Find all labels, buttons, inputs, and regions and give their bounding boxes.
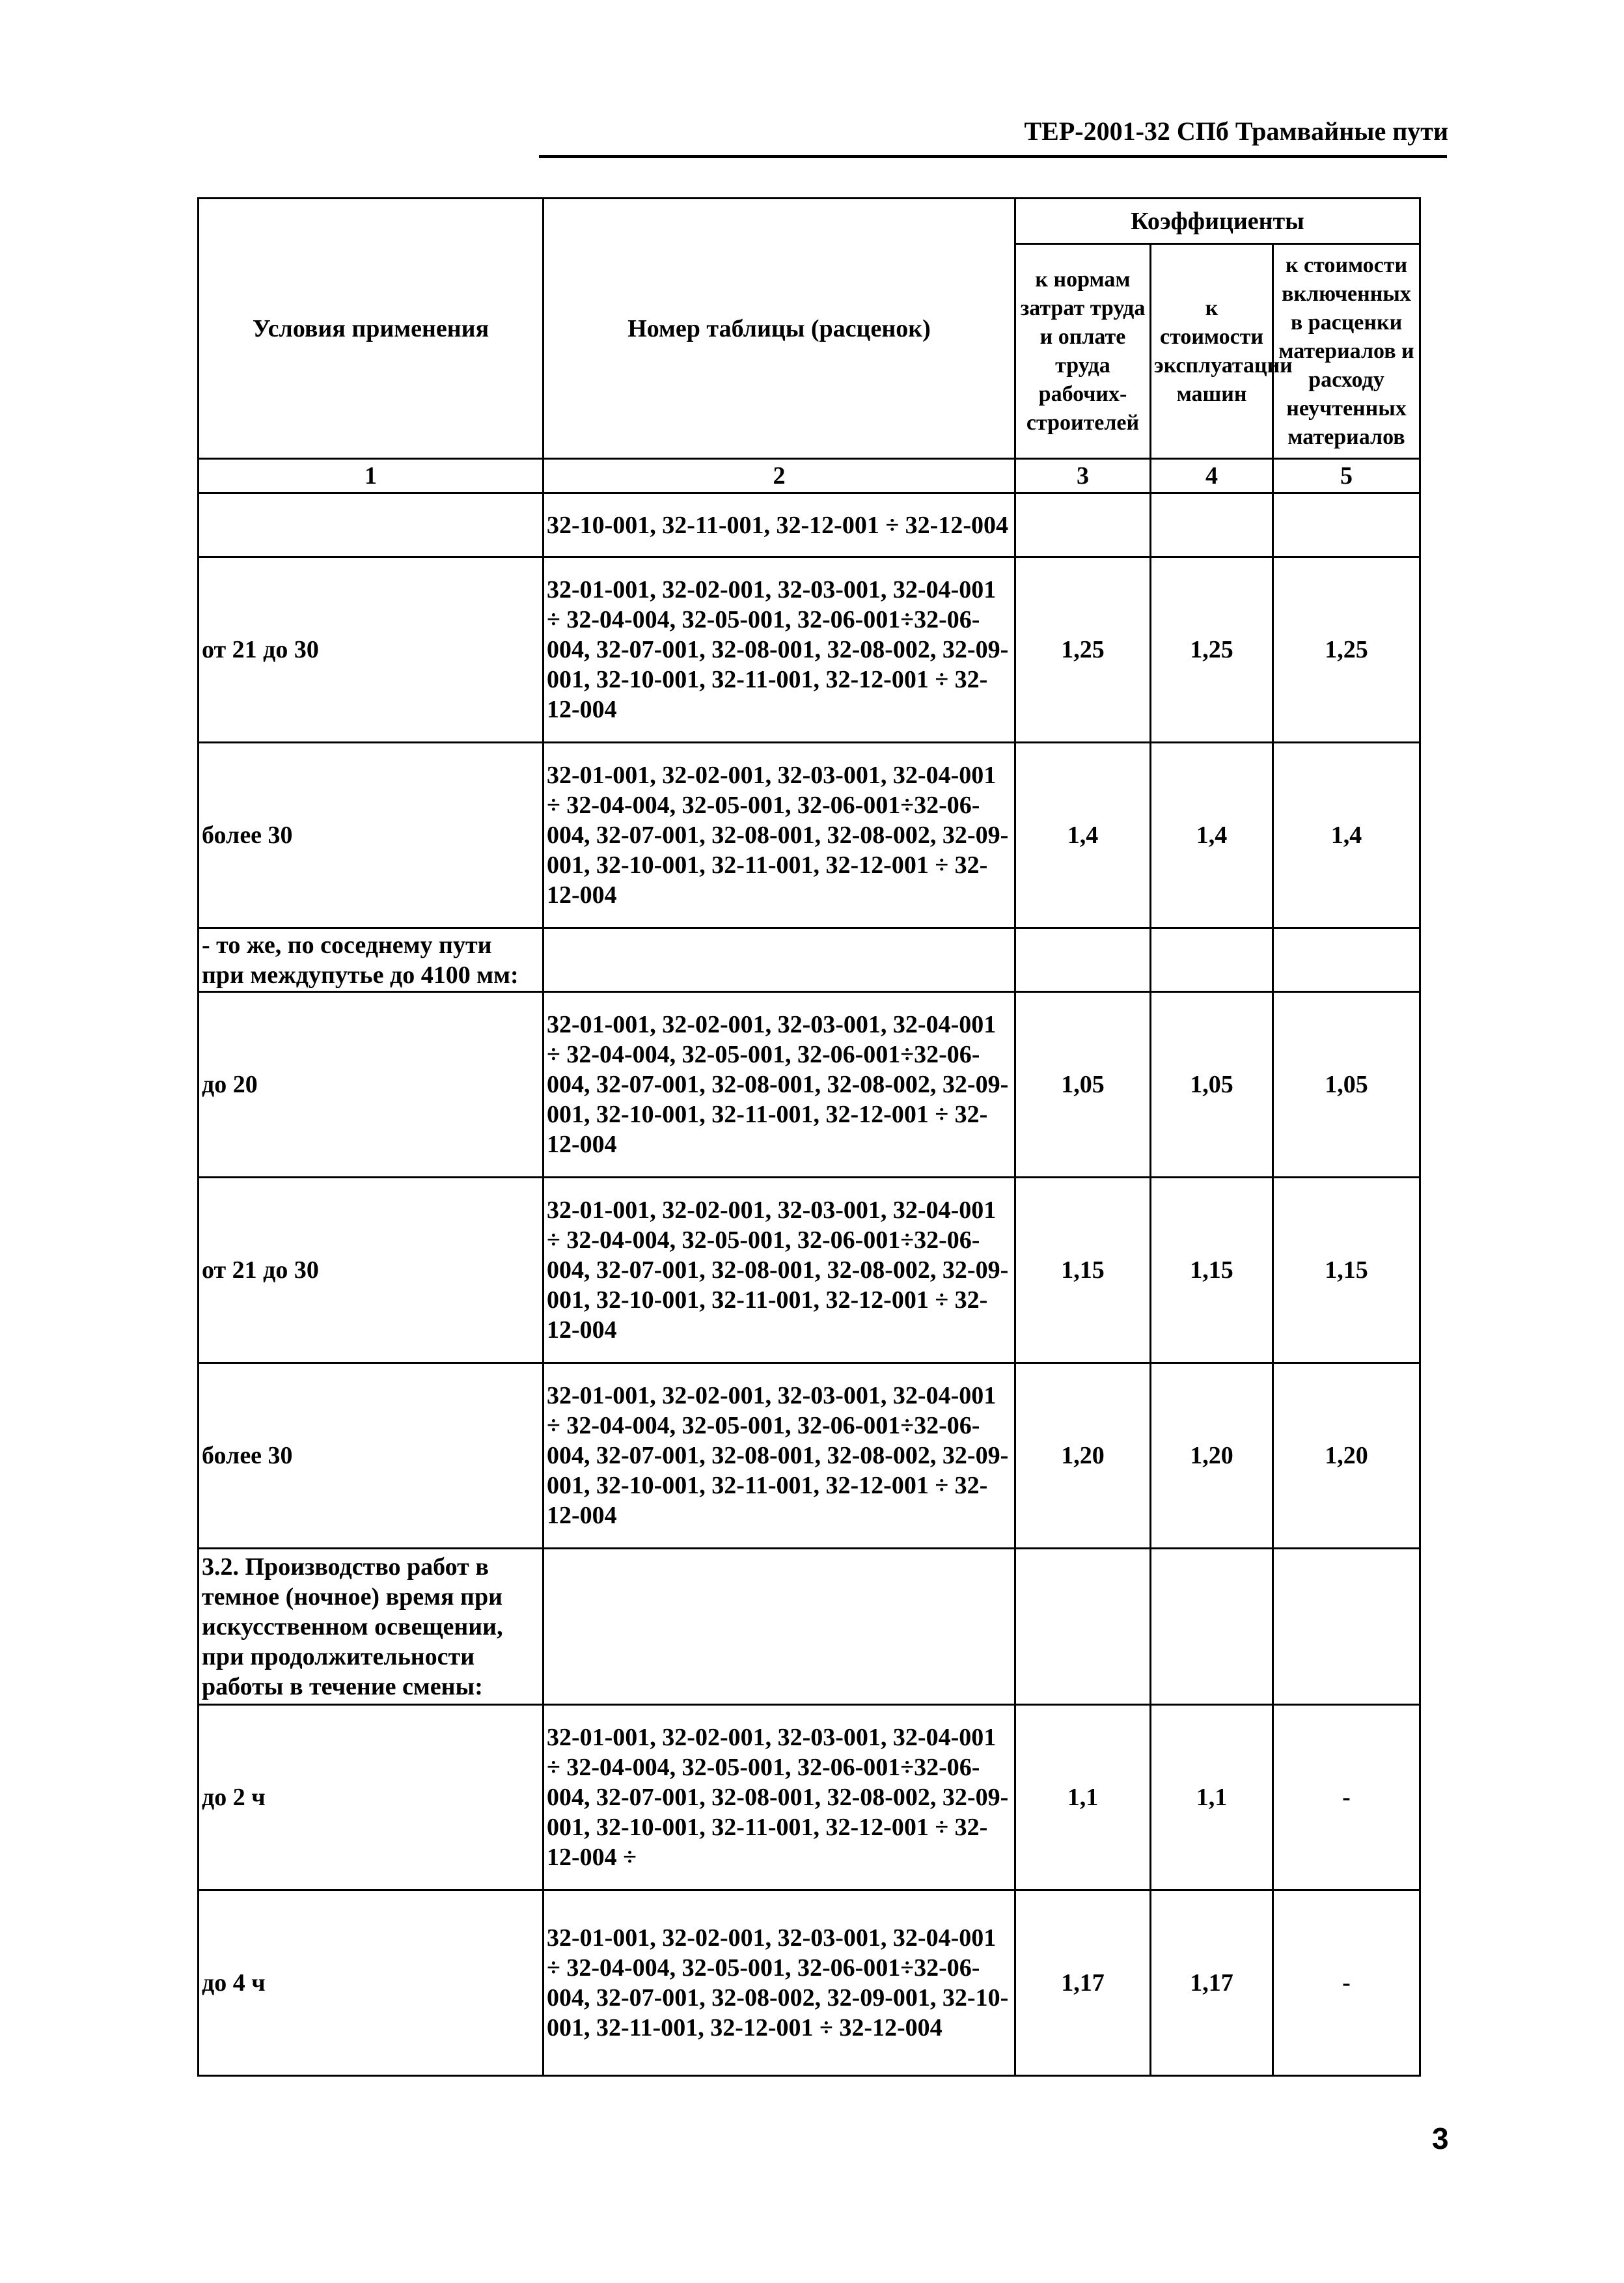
table-row (199, 557, 1420, 743)
codes-cell: 32-01-001, 32-02-001, 32-03-001, 32-04-001 ÷ 32-04-004, 32-05-001, 32-06-001÷32-06-004, 32-07-001, 32-08-001, 32-08-002, 32-09-001, 32-10-001, 32-11-001, 32-12-001 ÷ 32-12-004 (544, 1363, 1015, 1549)
column-number: 1 (199, 459, 544, 493)
table-row (199, 1890, 1420, 2076)
machines-coef-cell (1151, 1549, 1273, 1705)
table-row (199, 992, 1420, 1178)
header-divider (539, 155, 1447, 158)
table-header-row (199, 199, 1420, 244)
codes-cell: 32-01-001, 32-02-001, 32-03-001, 32-04-001 ÷ 32-04-004, 32-05-001, 32-06-001÷32-06-004, 32-07-001, 32-08-001, 32-08-002, 32-09-001, 32-10-001, 32-11-001, 32-12-001 ÷ 32-12-004 (544, 992, 1015, 1178)
materials-coef-cell: - (1273, 1705, 1420, 1890)
condition-cell: 3.2. Производство работ в темное (ночное) время при искусственном освещении, при продолжительности работы в течение смены: (199, 1549, 544, 1705)
materials-coef-cell: 1,05 (1273, 992, 1420, 1178)
machines-coef-cell (1151, 493, 1273, 557)
machines-coef-cell: 1,15 (1151, 1178, 1273, 1363)
table-row (199, 928, 1420, 992)
condition-cell: до 20 (199, 992, 544, 1178)
machines-coef-cell: 1,05 (1151, 992, 1273, 1178)
labor-coef-cell (1015, 928, 1151, 992)
condition-cell: от 21 до 30 (199, 557, 544, 743)
column-number-row (199, 459, 1420, 493)
labor-coef-cell: 1,25 (1015, 557, 1151, 743)
header-coef-labor: к нормам затрат труда и оплате труда рабочих-строителей (1015, 244, 1151, 459)
materials-coef-cell: 1,4 (1273, 743, 1420, 928)
header-coef-machines: к стоимости эксплуатации машин (1151, 244, 1273, 459)
condition-cell: до 4 ч (199, 1890, 544, 2076)
table-row (199, 1549, 1420, 1705)
header-coefficients: Коэффициенты (1015, 199, 1420, 244)
column-number: 4 (1151, 459, 1273, 493)
header-conditions: Условия применения (199, 199, 544, 459)
table-row (199, 1705, 1420, 1890)
machines-coef-cell (1151, 928, 1273, 992)
labor-coef-cell (1015, 1549, 1151, 1705)
header-coef-materials: к стоимости включенных в расценки материалов и расходу неучтенных материалов (1273, 244, 1420, 459)
condition-cell: - то же, по соседнему пути при междупутье до 4100 мм: (199, 928, 544, 992)
coefficients-table (197, 197, 1421, 2077)
machines-coef-cell: 1,1 (1151, 1705, 1273, 1890)
table-row (199, 493, 1420, 557)
codes-cell: 32-01-001, 32-02-001, 32-03-001, 32-04-001 ÷ 32-04-004, 32-05-001, 32-06-001÷32-06-004, 32-07-001, 32-08-001, 32-08-002, 32-09-001, 32-10-001, 32-11-001, 32-12-001 ÷ 32-12-004 ÷ (544, 1705, 1015, 1890)
materials-coef-cell (1273, 493, 1420, 557)
condition-cell (199, 493, 544, 557)
materials-coef-cell: 1,20 (1273, 1363, 1420, 1549)
page-number: 3 (1432, 2122, 1449, 2155)
header-table-number: Номер таблицы (расценок) (544, 199, 1015, 459)
labor-coef-cell: 1,05 (1015, 992, 1151, 1178)
table-row (199, 1363, 1420, 1549)
codes-cell (544, 1549, 1015, 1705)
labor-coef-cell: 1,15 (1015, 1178, 1151, 1363)
table-row (199, 1178, 1420, 1363)
column-number: 3 (1015, 459, 1151, 493)
machines-coef-cell: 1,4 (1151, 743, 1273, 928)
materials-coef-cell: 1,15 (1273, 1178, 1420, 1363)
materials-coef-cell: 1,25 (1273, 557, 1420, 743)
condition-cell: более 30 (199, 743, 544, 928)
materials-coef-cell (1273, 1549, 1420, 1705)
labor-coef-cell (1015, 493, 1151, 557)
materials-coef-cell: - (1273, 1890, 1420, 2076)
codes-cell: 32-01-001, 32-02-001, 32-03-001, 32-04-001 ÷ 32-04-004, 32-05-001, 32-06-001÷32-06-004, 32-07-001, 32-08-001, 32-08-002, 32-09-001, 32-10-001, 32-11-001, 32-12-001 ÷ 32-12-004 (544, 557, 1015, 743)
codes-cell: 32-01-001, 32-02-001, 32-03-001, 32-04-001 ÷ 32-04-004, 32-05-001, 32-06-001÷32-06-004, 32-07-001, 32-08-001, 32-08-002, 32-09-001, 32-10-001, 32-11-001, 32-12-001 ÷ 32-12-004 (544, 1178, 1015, 1363)
table-row (199, 743, 1420, 928)
codes-cell: 32-10-001, 32-11-001, 32-12-001 ÷ 32-12-004 (544, 493, 1015, 557)
labor-coef-cell: 1,20 (1015, 1363, 1151, 1549)
codes-cell: 32-01-001, 32-02-001, 32-03-001, 32-04-001 ÷ 32-04-004, 32-05-001, 32-06-001÷32-06-004, 32-07-001, 32-08-002, 32-09-001, 32-10-001, 32-11-001, 32-12-001 ÷ 32-12-004 (544, 1890, 1015, 2076)
labor-coef-cell: 1,4 (1015, 743, 1151, 928)
column-number: 2 (544, 459, 1015, 493)
condition-cell: более 30 (199, 1363, 544, 1549)
labor-coef-cell: 1,17 (1015, 1890, 1151, 2076)
codes-cell: 32-01-001, 32-02-001, 32-03-001, 32-04-001 ÷ 32-04-004, 32-05-001, 32-06-001÷32-06-004, 32-07-001, 32-08-001, 32-08-002, 32-09-001, 32-10-001, 32-11-001, 32-12-001 ÷ 32-12-004 (544, 743, 1015, 928)
condition-cell: до 2 ч (199, 1705, 544, 1890)
codes-cell (544, 928, 1015, 992)
labor-coef-cell: 1,1 (1015, 1705, 1151, 1890)
column-number: 5 (1273, 459, 1420, 493)
machines-coef-cell: 1,17 (1151, 1890, 1273, 2076)
machines-coef-cell: 1,20 (1151, 1363, 1273, 1549)
machines-coef-cell: 1,25 (1151, 557, 1273, 743)
condition-cell: от 21 до 30 (199, 1178, 544, 1363)
materials-coef-cell (1273, 928, 1420, 992)
document-header-title: ТЕР-2001-32 СПб Трамвайные пути (1024, 117, 1448, 146)
